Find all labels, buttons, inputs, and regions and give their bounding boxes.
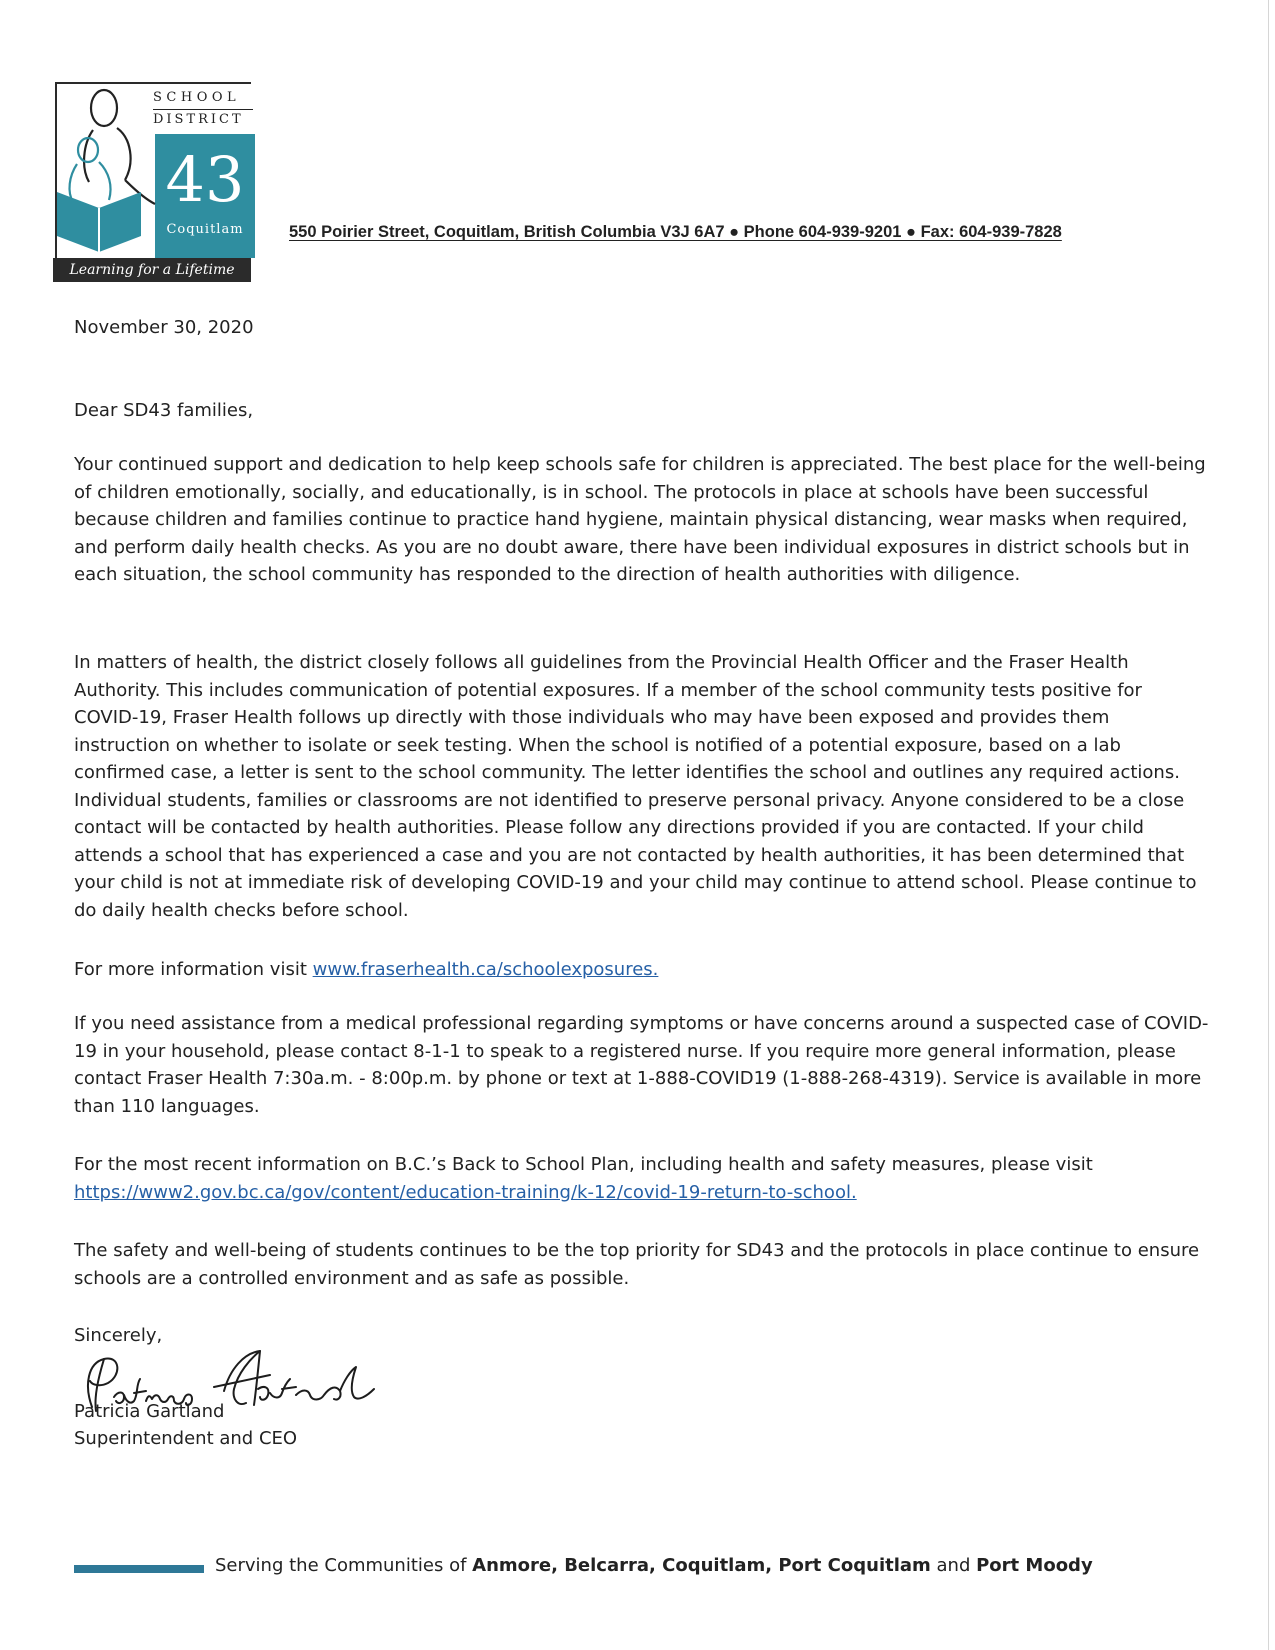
page-edge [1268,0,1269,1650]
logo-number: 43 [165,143,245,216]
footer-communities [215,1555,1093,1576]
paragraph-back-to-school [74,1151,1209,1206]
logo-district-text: DISTRICT [153,112,244,127]
footer-and: and [930,1555,977,1576]
footer-bar [74,1565,204,1573]
paragraph-health-guidelines: In matters of health, the district closely follows all guidelines from the Provincial Health Officer and the Fraser Health Authority. This includes communication of potential exposures. If a member of the school community tests positive for COVID-19, Fraser Health follows up directly with those individuals who may have been exposed and provides them instruction on whether to isolate or seek testing. When the school is notified of a potential exposure, based on a lab confirmed case, a letter is sent to the school community. The letter identifies the school and outlines any required actions. Individual students, families or classrooms are not identified to preserve personal privacy. Anyone considered to be a close contact will be contacted by health authorities. Please follow any directions provided if you are contacted. If your child attends a school that has experienced a case and you are not contacted by health authorities, it has been determined that your child is not at immediate risk of developing COVID-19 and your child may continue to attend school. Please continue to do daily health checks before school. [74,652,1197,921]
gov-bc-link[interactable]: https://www2.gov.bc.ca/gov/content/education-training/k-12/covid-19-return-to-school. [74,1181,857,1203]
signer-name: Patricia Gartland [74,1401,225,1422]
family-reading-icon [55,82,255,262]
more-info-text: For more information visit [74,959,313,980]
footer-communities-list: Anmore, Belcarra, Coquitlam, Port Coquitlam [472,1555,931,1576]
paragraph-medical-assistance: If you need assistance from a medical professional regarding symptoms or have concerns around a suspected case of COVID-19 in your household, please contact 8-1-1 to speak to a registered nurse. If you require more general information, please contact Fraser Health 7:30a.m. - 8:00p.m. by phone or text at 1-888-COVID19 (1-888-268-4319). Service is available in more than 110 languages. [74,1013,1209,1117]
footer-port-moody: Port Moody [976,1555,1093,1576]
logo-school-text: SCHOOL [153,90,241,105]
signer-title: Superintendent and CEO [74,1428,298,1449]
paragraph-more-info [74,956,1209,984]
closing: Sincerely, [74,1325,163,1346]
salutation: Dear SD43 families, [74,400,254,421]
footer-prefix: Serving the Communities of [215,1555,473,1576]
paragraph-support: Your continued support and dedication to help keep schools safe for children is appreciated. The best place for the well-being of children emotionally, socially, and educationally, is in school. The protocols in place at schools have been successful because children and families continue to practice hand hygiene, maintain physical distancing, wear masks when required, and perform daily health checks. As you are no doubt aware, there have been individual exposures in district schools but in each situation, the school community has responded to the direction of health authorities with diligence. [74,454,1206,585]
logo-tagline: Learning for a Lifetime [53,258,251,282]
district-logo [55,82,255,282]
letterhead-address: 550 Poirier Street, Coquitlam, British Columbia V3J 6A7 ● Phone 604-939-9201 ● Fax: 604-939-7828 [289,223,1062,241]
back-to-school-text: For the most recent information on B.C.’s Back to School Plan, including health and safety measures, please visit [74,1154,1093,1175]
logo-city-text: Coquitlam [166,222,244,237]
letter-date: November 30, 2020 [74,317,254,338]
fraserhealth-link[interactable]: www.fraserhealth.ca/schoolexposures. [312,959,659,980]
paragraph-safety-priority: The safety and well-being of students continues to be the top priority for SD43 and the protocols in place continue to ensure schools are a controlled environment and as safe as possible. [74,1240,1200,1289]
